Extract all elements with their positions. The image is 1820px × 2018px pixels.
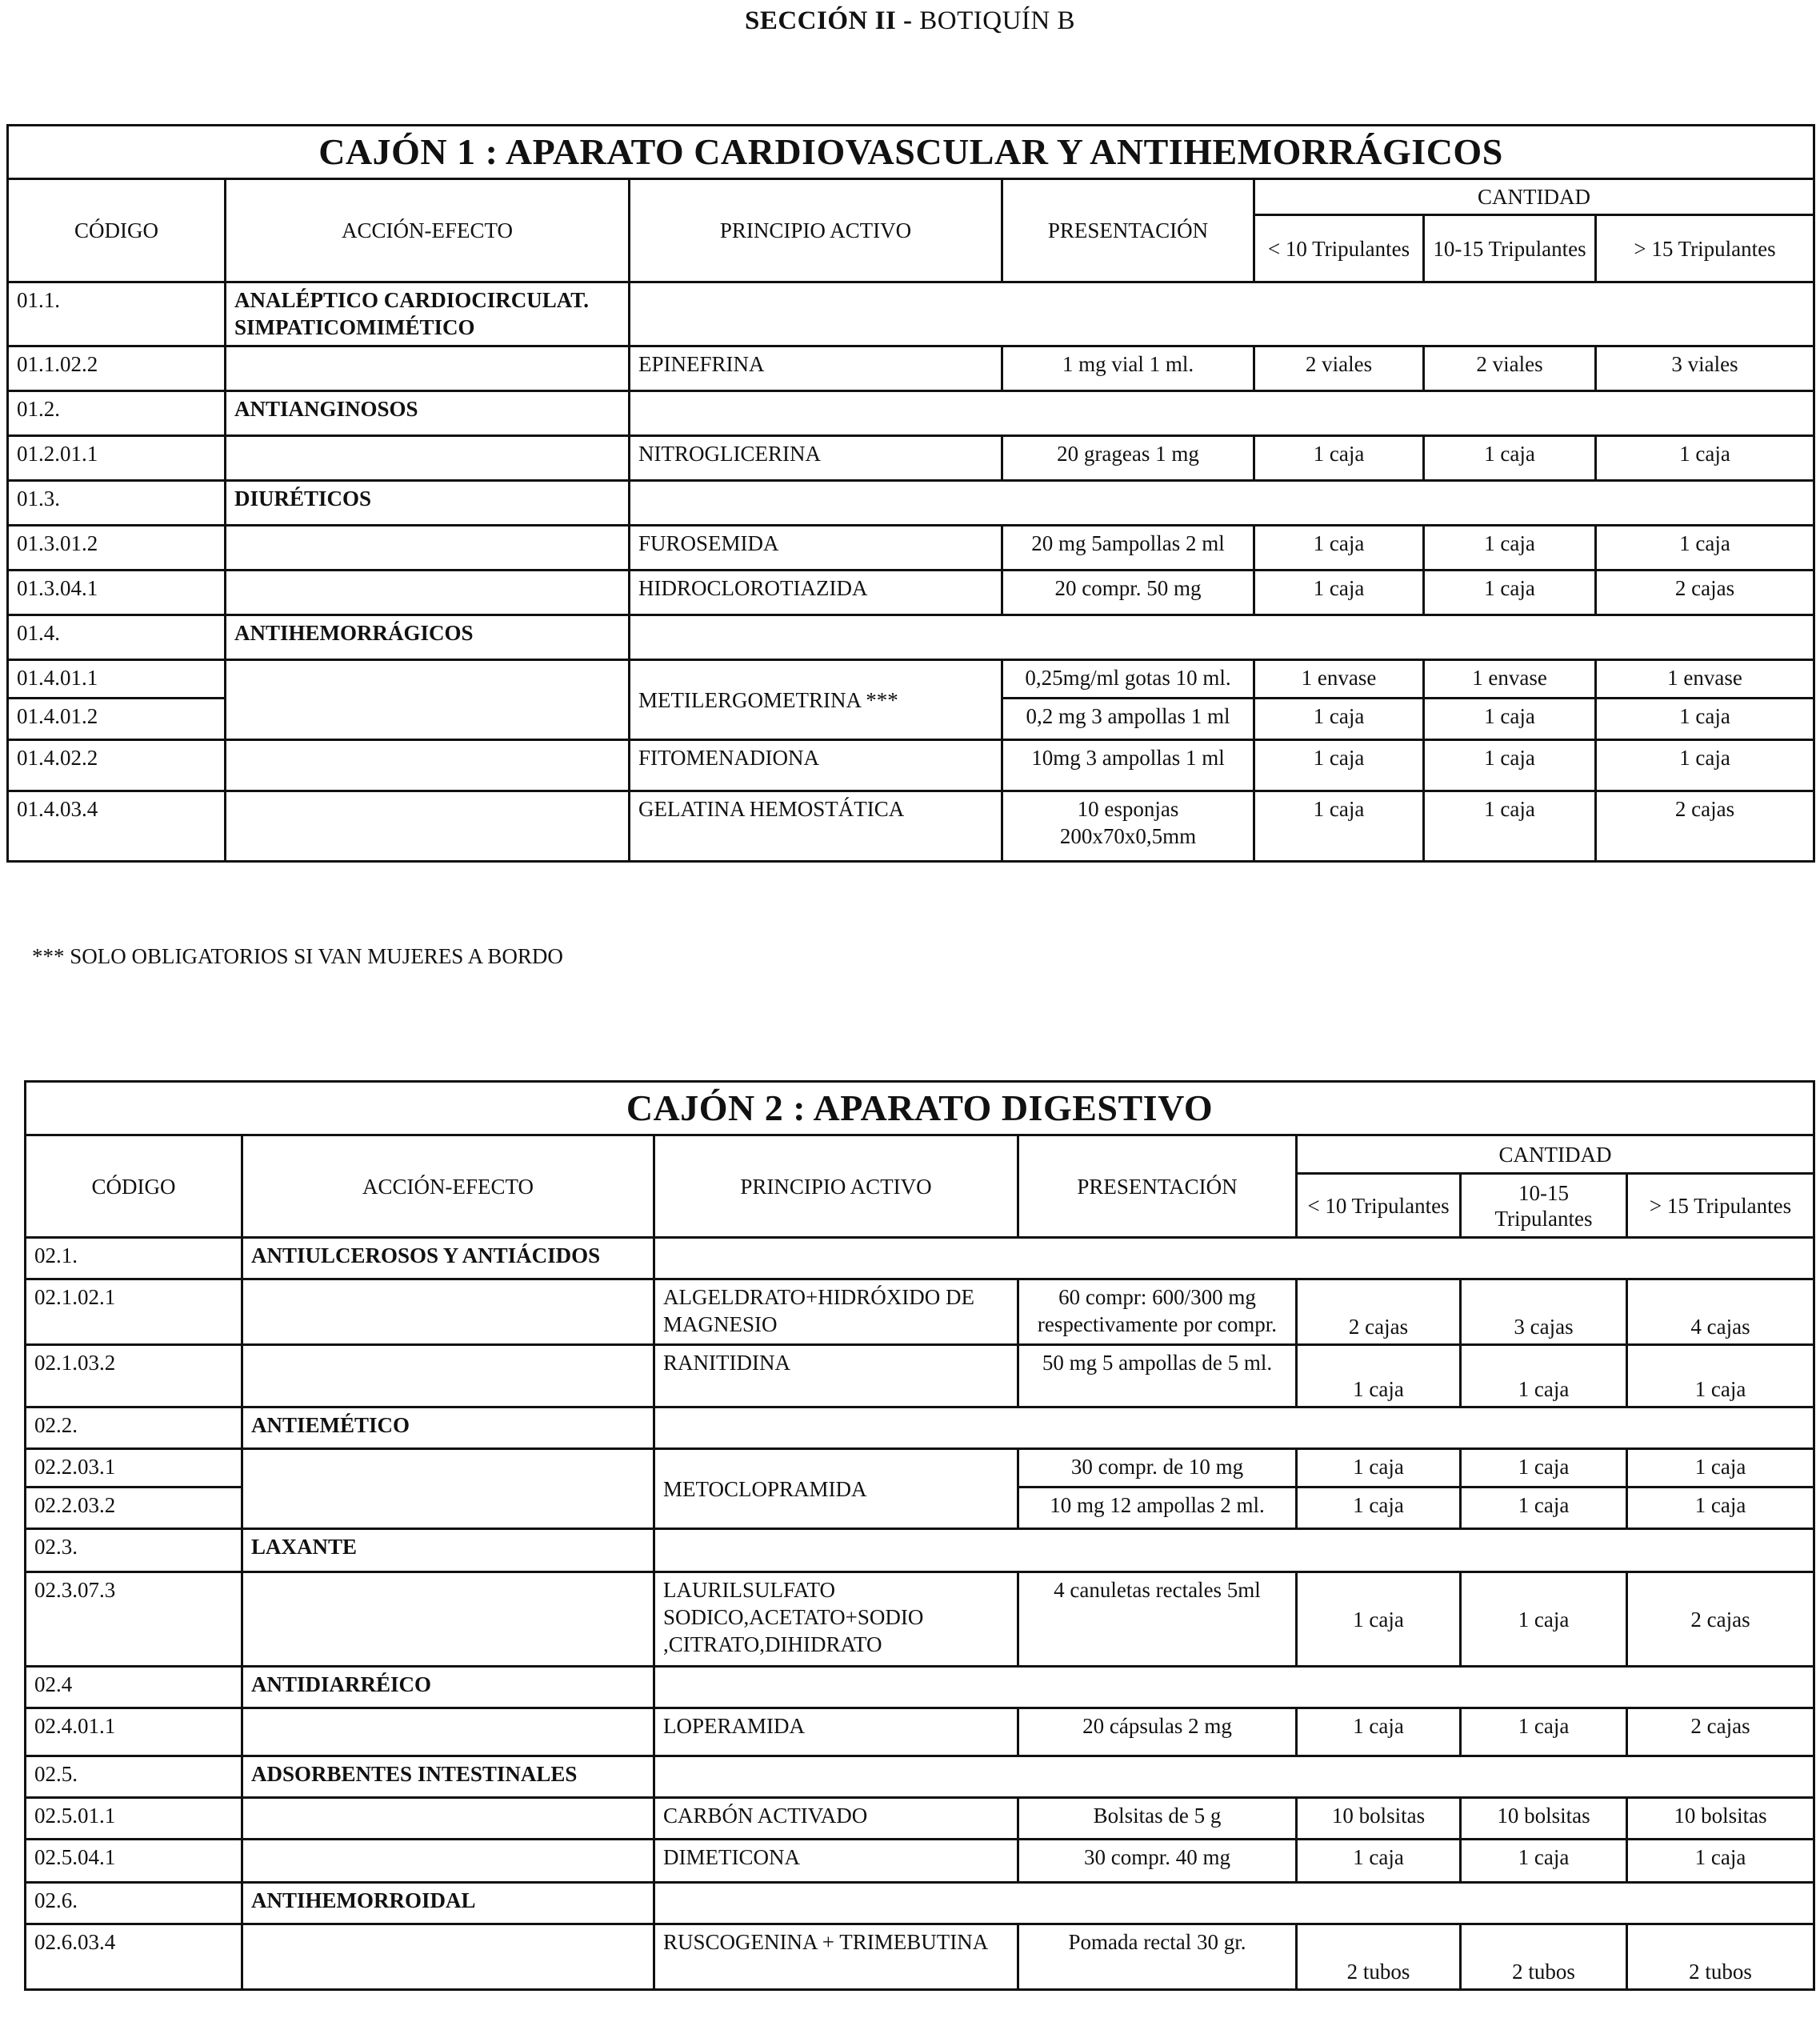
row-code: 01.4. — [8, 615, 226, 660]
presentation-header: PRESENTACIÓN — [1002, 179, 1254, 282]
row-active: METILERGOMETRINA *** — [630, 660, 1002, 740]
row-code: 02.3.07.3 — [26, 1572, 242, 1667]
row-qty-gt15: 1 caja — [1627, 1840, 1814, 1883]
row-presentation: 20 compr. 50 mg — [1002, 571, 1254, 615]
row-qty-lt10: 1 caja — [1254, 740, 1424, 791]
row-action — [226, 526, 630, 571]
row-action — [242, 1279, 654, 1345]
row-action: ANTIULCEROSOS Y ANTIÁCIDOS — [242, 1238, 654, 1279]
row-qty-gt15: 1 caja — [1596, 436, 1814, 481]
row-action — [242, 1840, 654, 1883]
row-active: ALGELDRATO+HIDRÓXIDO DE MAGNESIO — [654, 1279, 1018, 1345]
row-action: LAXANTE — [242, 1529, 654, 1572]
row-presentation: 30 compr. 40 mg — [1018, 1840, 1297, 1883]
row-qty-gt15: 1 caja — [1627, 1345, 1814, 1407]
drawer1-table — [6, 124, 1815, 863]
quantity-header: CANTIDAD — [1297, 1135, 1814, 1174]
row-qty-lt10: 1 caja — [1297, 1487, 1461, 1529]
table-row — [26, 1798, 1814, 1840]
row-presentation: 60 compr: 600/300 mg respectivamente por compr. — [1018, 1279, 1297, 1345]
row-presentation: 20 grageas 1 mg — [1002, 436, 1254, 481]
table-row — [8, 615, 1814, 660]
qty-10-15-header: 10-15 Tripulantes — [1461, 1174, 1627, 1238]
row-action — [242, 1449, 654, 1529]
row-code: 02.2.03.1 — [26, 1449, 242, 1487]
row-action — [242, 1798, 654, 1840]
row-qty-lt10: 1 caja — [1297, 1572, 1461, 1667]
row-qty-lt10: 1 caja — [1254, 436, 1424, 481]
row-presentation: 20 cápsulas 2 mg — [1018, 1708, 1297, 1756]
row-qty-gt15: 2 cajas — [1627, 1708, 1814, 1756]
qty-lt10-header: < 10 Tripulantes — [1254, 215, 1424, 282]
row-qty-gt15: 1 envase — [1596, 660, 1814, 699]
row-action — [226, 436, 630, 481]
row-qty-10-15: 1 caja — [1461, 1708, 1627, 1756]
table-row — [8, 391, 1814, 436]
row-qty-gt15: 1 caja — [1596, 699, 1814, 740]
row-code: 02.5. — [26, 1756, 242, 1798]
row-code: 01.2.01.1 — [8, 436, 226, 481]
row-active: CARBÓN ACTIVADO — [654, 1798, 1018, 1840]
row-code: 02.6. — [26, 1883, 242, 1924]
table-row — [8, 481, 1814, 526]
row-qty-10-15: 1 caja — [1461, 1345, 1627, 1407]
qty-gt15-header: > 15 Tripulantes — [1627, 1174, 1814, 1238]
row-qty-10-15: 10 bolsitas — [1461, 1798, 1627, 1840]
action-header: ACCIÓN-EFECTO — [242, 1135, 654, 1238]
row-code: 02.1.03.2 — [26, 1345, 242, 1407]
active-header: PRINCIPIO ACTIVO — [630, 179, 1002, 282]
row-qty-gt15: 3 viales — [1596, 346, 1814, 391]
row-active: LAURILSULFATO SODICO,ACETATO+SODIO ,CITRATO,DIHIDRATO — [654, 1572, 1018, 1667]
row-qty-gt15: 2 cajas — [1596, 791, 1814, 862]
row-qty-10-15: 1 caja — [1461, 1487, 1627, 1529]
row-code: 02.5.01.1 — [26, 1798, 242, 1840]
qty-gt15-header: > 15 Tripulantes — [1596, 215, 1814, 282]
row-empty — [654, 1667, 1814, 1708]
row-code: 01.4.03.4 — [8, 791, 226, 862]
table-row — [26, 1449, 1814, 1487]
row-code: 02.2.03.2 — [26, 1487, 242, 1529]
row-qty-gt15: 1 caja — [1596, 526, 1814, 571]
row-active: EPINEFRINA — [630, 346, 1002, 391]
row-qty-10-15: 1 caja — [1461, 1572, 1627, 1667]
row-presentation: 4 canuletas rectales 5ml — [1018, 1572, 1297, 1667]
table-row — [8, 791, 1814, 862]
row-active: FITOMENADIONA — [630, 740, 1002, 791]
footnote: *** SOLO OBLIGATORIOS SI VAN MUJERES A BORDO — [32, 944, 563, 968]
presentation-header: PRESENTACIÓN — [1018, 1135, 1297, 1238]
row-action: DIURÉTICOS — [226, 481, 630, 526]
qty-10-15-header: 10-15 Tripulantes — [1424, 215, 1596, 282]
table-row — [26, 1407, 1814, 1449]
row-qty-lt10: 1 caja — [1254, 571, 1424, 615]
table-row — [26, 1883, 1814, 1924]
row-code: 02.4 — [26, 1667, 242, 1708]
row-active: LOPERAMIDA — [654, 1708, 1018, 1756]
code-header: CÓDIGO — [26, 1135, 242, 1238]
row-action — [242, 1572, 654, 1667]
row-active: NITROGLICERINA — [630, 436, 1002, 481]
row-presentation: 0,25mg/ml gotas 10 ml. — [1002, 660, 1254, 699]
row-action: ANTIANGINOSOS — [226, 391, 630, 436]
row-code: 02.1.02.1 — [26, 1279, 242, 1345]
row-code: 01.3.01.2 — [8, 526, 226, 571]
row-active: FUROSEMIDA — [630, 526, 1002, 571]
row-action — [226, 791, 630, 862]
row-action — [226, 346, 630, 391]
row-presentation: Bolsitas de 5 g — [1018, 1798, 1297, 1840]
drawer2-table — [24, 1080, 1815, 1991]
row-action: ANTIDIARRÉICO — [242, 1667, 654, 1708]
row-code: 02.3. — [26, 1529, 242, 1572]
row-empty — [654, 1407, 1814, 1449]
row-qty-lt10: 1 caja — [1297, 1345, 1461, 1407]
row-action: ANTIEMÉTICO — [242, 1407, 654, 1449]
table-row — [26, 1708, 1814, 1756]
active-header: PRINCIPIO ACTIVO — [654, 1135, 1018, 1238]
section-title — [0, 6, 1820, 36]
row-qty-gt15: 1 caja — [1596, 740, 1814, 791]
row-active: GELATINA HEMOSTÁTICA — [630, 791, 1002, 862]
table-row — [8, 526, 1814, 571]
row-empty — [630, 481, 1814, 526]
row-action — [226, 740, 630, 791]
quantity-header: CANTIDAD — [1254, 179, 1814, 215]
action-header: ACCIÓN-EFECTO — [226, 179, 630, 282]
row-qty-lt10: 2 viales — [1254, 346, 1424, 391]
row-qty-10-15: 1 caja — [1424, 740, 1596, 791]
row-qty-lt10: 1 caja — [1297, 1449, 1461, 1487]
table-row — [26, 1238, 1814, 1279]
row-empty — [654, 1883, 1814, 1924]
table-row — [8, 571, 1814, 615]
row-qty-lt10: 10 bolsitas — [1297, 1798, 1461, 1840]
row-code: 01.2. — [8, 391, 226, 436]
row-qty-10-15: 1 caja — [1461, 1840, 1627, 1883]
row-action — [226, 571, 630, 615]
row-code: 01.4.01.1 — [8, 660, 226, 699]
row-action: ANALÉPTICO CARDIOCIRCULAT. SIMPATICOMIMÉTICO — [226, 282, 630, 346]
table-row — [26, 1279, 1814, 1345]
table-row — [26, 1667, 1814, 1708]
row-qty-10-15: 1 caja — [1424, 571, 1596, 615]
row-action: ANTIHEMORROIDAL — [242, 1883, 654, 1924]
row-code: 02.5.04.1 — [26, 1840, 242, 1883]
row-qty-lt10: 2 tubos — [1297, 1924, 1461, 1990]
row-action — [242, 1708, 654, 1756]
row-qty-gt15: 1 caja — [1627, 1449, 1814, 1487]
row-action — [226, 660, 630, 740]
row-qty-10-15: 1 caja — [1424, 526, 1596, 571]
table-row — [8, 436, 1814, 481]
row-active: DIMETICONA — [654, 1840, 1018, 1883]
table-row — [26, 1572, 1814, 1667]
row-qty-10-15: 2 tubos — [1461, 1924, 1627, 1990]
row-action — [242, 1924, 654, 1990]
row-qty-gt15: 4 cajas — [1627, 1279, 1814, 1345]
row-code: 01.1.02.2 — [8, 346, 226, 391]
row-code: 01.1. — [8, 282, 226, 346]
row-code: 01.4.02.2 — [8, 740, 226, 791]
row-code: 01.3.04.1 — [8, 571, 226, 615]
drawer2-title: CAJÓN 2 : APARATO DIGESTIVO — [26, 1082, 1814, 1135]
row-empty — [654, 1756, 1814, 1798]
row-code: 02.6.03.4 — [26, 1924, 242, 1990]
row-qty-gt15: 2 tubos — [1627, 1924, 1814, 1990]
row-active: HIDROCLOROTIAZIDA — [630, 571, 1002, 615]
row-qty-gt15: 2 cajas — [1627, 1572, 1814, 1667]
row-active: RUSCOGENINA + TRIMEBUTINA — [654, 1924, 1018, 1990]
row-presentation: Pomada rectal 30 gr. — [1018, 1924, 1297, 1990]
row-empty — [630, 282, 1814, 346]
row-qty-lt10: 1 caja — [1254, 791, 1424, 862]
table-row — [26, 1529, 1814, 1572]
row-qty-gt15: 10 bolsitas — [1627, 1798, 1814, 1840]
row-presentation: 10mg 3 ampollas 1 ml — [1002, 740, 1254, 791]
row-qty-gt15: 2 cajas — [1596, 571, 1814, 615]
row-qty-lt10: 1 caja — [1254, 526, 1424, 571]
row-presentation: 20 mg 5ampollas 2 ml — [1002, 526, 1254, 571]
qty-lt10-header: < 10 Tripulantes — [1297, 1174, 1461, 1238]
row-code: 02.2. — [26, 1407, 242, 1449]
row-code: 02.4.01.1 — [26, 1708, 242, 1756]
table-row — [8, 346, 1814, 391]
table-row — [8, 282, 1814, 346]
row-qty-10-15: 3 cajas — [1461, 1279, 1627, 1345]
row-qty-10-15: 2 viales — [1424, 346, 1596, 391]
row-qty-10-15: 1 caja — [1461, 1449, 1627, 1487]
row-qty-lt10: 1 caja — [1297, 1708, 1461, 1756]
table-row — [26, 1756, 1814, 1798]
table-row — [26, 1840, 1814, 1883]
row-qty-lt10: 1 envase — [1254, 660, 1424, 699]
row-active: METOCLOPRAMIDA — [654, 1449, 1018, 1529]
table-row — [8, 740, 1814, 791]
row-presentation: 0,2 mg 3 ampollas 1 ml — [1002, 699, 1254, 740]
row-action: ANTIHEMORRÁGICOS — [226, 615, 630, 660]
section-title-rest: BOTIQUÍN B — [912, 6, 1076, 35]
row-empty — [630, 615, 1814, 660]
row-empty — [654, 1529, 1814, 1572]
row-presentation: 10 mg 12 ampollas 2 ml. — [1018, 1487, 1297, 1529]
row-code: 01.3. — [8, 481, 226, 526]
row-qty-gt15: 1 caja — [1627, 1487, 1814, 1529]
row-code: 02.1. — [26, 1238, 242, 1279]
row-action — [242, 1345, 654, 1407]
row-qty-10-15: 1 caja — [1424, 436, 1596, 481]
row-empty — [654, 1238, 1814, 1279]
row-presentation: 1 mg vial 1 ml. — [1002, 346, 1254, 391]
row-qty-lt10: 1 caja — [1297, 1840, 1461, 1883]
row-code: 01.4.01.2 — [8, 699, 226, 740]
row-qty-10-15: 1 caja — [1424, 699, 1596, 740]
table-row — [8, 660, 1814, 699]
table-row — [26, 1924, 1814, 1990]
section-title-bold: SECCIÓN II - — [744, 6, 913, 35]
row-qty-lt10: 1 caja — [1254, 699, 1424, 740]
row-qty-10-15: 1 envase — [1424, 660, 1596, 699]
code-header: CÓDIGO — [8, 179, 226, 282]
row-presentation: 50 mg 5 ampollas de 5 ml. — [1018, 1345, 1297, 1407]
table-row — [26, 1345, 1814, 1407]
row-empty — [630, 391, 1814, 436]
row-presentation: 30 compr. de 10 mg — [1018, 1449, 1297, 1487]
row-qty-10-15: 1 caja — [1424, 791, 1596, 862]
row-active: RANITIDINA — [654, 1345, 1018, 1407]
row-presentation: 10 esponjas 200x70x0,5mm — [1002, 791, 1254, 862]
row-qty-lt10: 2 cajas — [1297, 1279, 1461, 1345]
drawer1-title: CAJÓN 1 : APARATO CARDIOVASCULAR Y ANTIHEMORRÁGICOS — [8, 126, 1814, 179]
row-action: ADSORBENTES INTESTINALES — [242, 1756, 654, 1798]
